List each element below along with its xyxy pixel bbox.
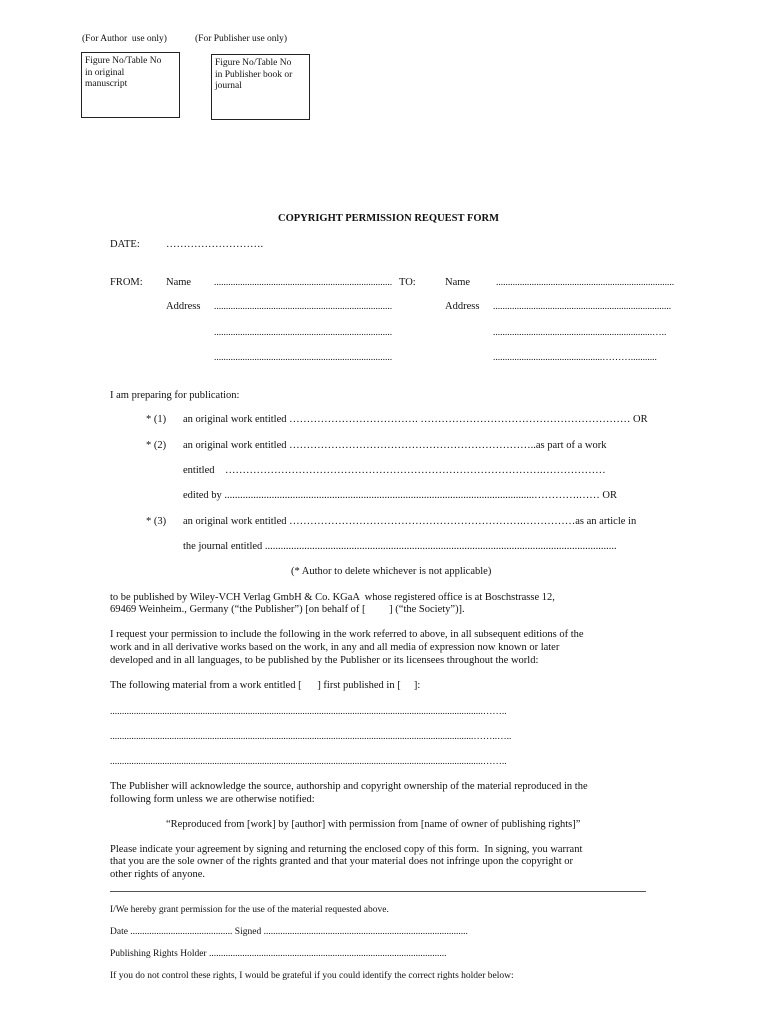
material-line: The following material from a work entitled [ ] first published in [ ]: (110, 680, 421, 691)
publication-intro: I am preparing for publication: (110, 390, 240, 401)
material-field-3[interactable]: .............................................................................................................................................................…….. (110, 757, 507, 767)
publisher-paragraph-line-1: to be published by Wiley-VCH Verlag GmbH & Co. KGaA whose registered office is at Boschstrasse 12, (110, 592, 555, 603)
option-2-edited-by[interactable]: edited by ......................................................................................................................………….…… OR (183, 490, 617, 501)
from-name-label: Name (166, 277, 192, 288)
acknowledge-line-1: The Publisher will acknowledge the source, authorship and copyright ownership of the material reproduced in the (110, 781, 588, 792)
date-field[interactable]: ………………………. (166, 239, 264, 250)
date-signed-line[interactable]: Date ........................................... Signed ...................................................................................... (110, 927, 468, 937)
material-field-2[interactable]: .........................................................................................................................................................……..….. (110, 732, 512, 742)
to-label: TO: (399, 277, 416, 288)
to-address-label: Address (445, 301, 480, 312)
publisher-figure-box-label: Figure No/Table No in Publisher book or journal (215, 58, 293, 91)
author-figure-box[interactable] (81, 52, 180, 118)
material-field-1[interactable]: .............................................................................................................................................................…….. (110, 707, 507, 717)
from-label: FROM: (110, 277, 143, 288)
to-address-field-2[interactable]: ...................................................................….. (493, 328, 667, 338)
request-paragraph-line-2: work and in all derivative works based on the work, in any and all media of expression now known or later (110, 642, 560, 653)
agreement-line-2: that you are the sole owner of the rights granted and that your material does not infringe upon the copyright or (110, 856, 574, 867)
to-name-field[interactable]: ........................................................................... (496, 278, 675, 288)
from-address-field-2[interactable]: ........................................................................... (214, 328, 393, 338)
date-label: DATE: (110, 239, 140, 250)
request-paragraph-line-1: I request your permission to include the following in the work referred to above, in all subsequent editions of the (110, 629, 584, 640)
rights-holder-line[interactable]: Publishing Rights Holder .................................................................................................... (110, 949, 447, 959)
publisher-figure-box[interactable] (211, 54, 310, 120)
option-1-marker: * (1) (146, 414, 167, 425)
agreement-line-1: Please indicate your agreement by signing and returning the enclosed copy of this form. In signing, you warrant (110, 844, 583, 855)
to-name-label: Name (445, 277, 471, 288)
to-address-field-3[interactable]: ..............................................………........... (493, 353, 657, 363)
from-address-label: Address (166, 301, 201, 312)
publisher-use-label: (For Publisher use only) (195, 34, 288, 44)
option-2-text[interactable]: an original work entitled ……………………………………………………………..as part of a work (183, 440, 607, 451)
from-address-field-3[interactable]: ........................................................................... (214, 353, 393, 363)
option-2-marker: * (2) (146, 440, 167, 451)
to-address-field-1[interactable]: ........................................................................... (493, 302, 672, 312)
option-3-marker: * (3) (146, 516, 167, 527)
form-title: COPYRIGHT PERMISSION REQUEST FORM (278, 213, 500, 224)
acknowledgement-quote: “Reproduced from [work] by [author] with permission from [name of owner of publishing rights]” (166, 819, 581, 830)
option-3-text[interactable]: an original work entitled ………………………………………………………….……………as an article in (183, 516, 637, 527)
author-delete-note: (* Author to delete whichever is not applicable) (291, 566, 492, 577)
option-2-entitled[interactable]: entitled ……………………………………………………………………………….……………… (183, 465, 606, 476)
separator-rule (110, 891, 646, 892)
from-address-field-1[interactable]: ........................................................................... (214, 302, 393, 312)
author-figure-box-label: Figure No/Table No in original manuscript (85, 56, 162, 89)
acknowledge-line-2: following form unless we are otherwise notified: (110, 794, 315, 805)
option-1-text[interactable]: an original work entitled ………………………………. …………………………………………………… OR (183, 414, 648, 425)
identify-rights-holder: If you do not control these rights, I would be grateful if you could identify the correct rights holder below: (110, 971, 514, 981)
grant-statement: I/We hereby grant permission for the use of the material requested above. (110, 905, 389, 915)
author-use-label: (For Author use only) (82, 34, 167, 44)
option-3-journal[interactable]: the journal entitled ...................................................................................................................................... (183, 541, 617, 552)
publisher-paragraph-line-2: 69469 Weinheim., Germany (“the Publisher”) [on behalf of [ ] (“the Society”)]. (110, 604, 465, 615)
request-paragraph-line-3: developed and in all languages, to be published by the Publisher or its licensees throughout the world: (110, 655, 539, 666)
agreement-line-3: other rights of anyone. (110, 869, 206, 880)
from-name-field[interactable]: ........................................................................... (214, 278, 393, 288)
